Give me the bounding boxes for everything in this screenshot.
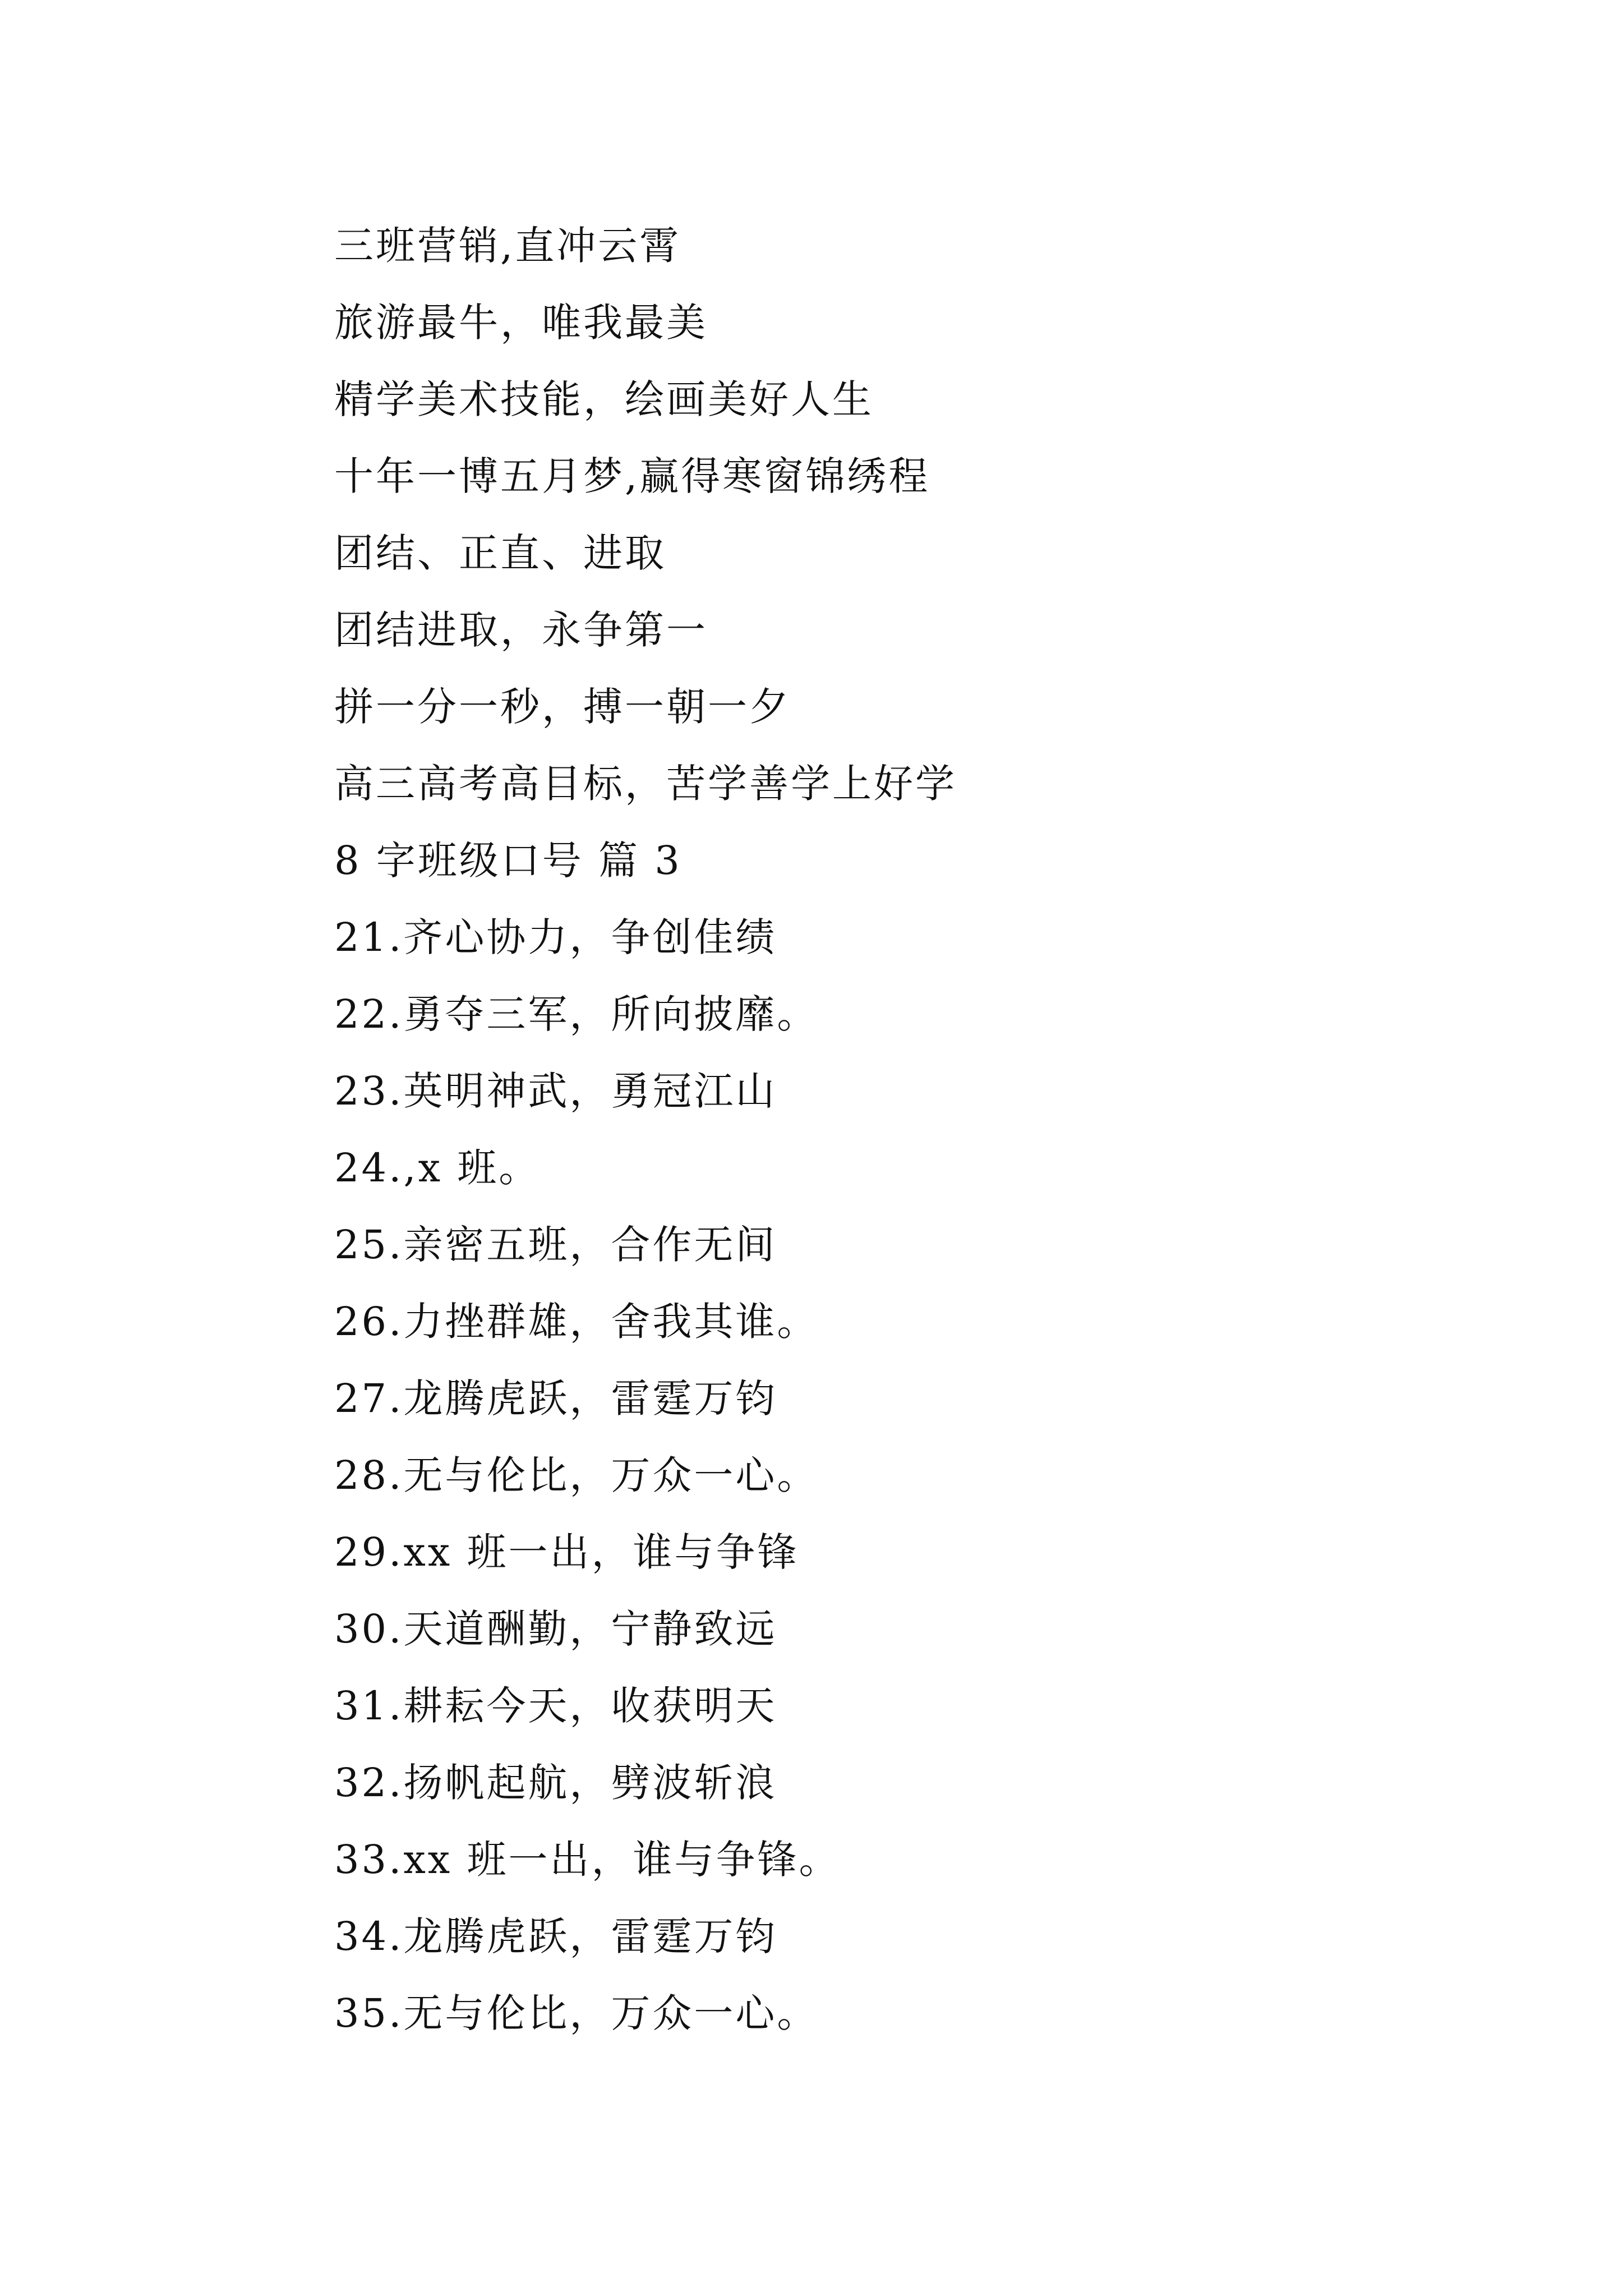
text-line: 高三高考高目标，苦学善学上好学 [334, 761, 957, 807]
text-line: 十年一博五月梦,赢得寒窗锦绣程 [334, 453, 930, 499]
text-line: 旅游最牛，唯我最美 [334, 300, 708, 346]
text-line: 29.xx 班一出，谁与争锋 [334, 1529, 799, 1575]
text-line: 团结、正直、进取 [334, 530, 666, 576]
text-line: 32.扬帆起航，劈波斩浪 [334, 1760, 777, 1806]
text-line: 28.无与伦比，万众一心。 [334, 1452, 819, 1498]
text-line: 拼一分一秒，搏一朝一夕 [334, 684, 791, 730]
text-line: 22.勇夺三军，所向披靡。 [334, 991, 819, 1037]
slogan-list [334, 208, 1512, 2052]
section-heading: 8 字班级口号 篇 3 [334, 838, 682, 884]
text-line: 25.亲密五班，合作无间 [334, 1222, 777, 1268]
text-line: 27.龙腾虎跃，雷霆万钧 [334, 1375, 777, 1421]
text-line: 35.无与伦比，万众一心。 [334, 1990, 819, 2036]
text-line: 24.,x 班。 [334, 1145, 541, 1191]
text-line: 33.xx 班一出，谁与争锋。 [334, 1837, 841, 1883]
text-line: 21.齐心协力，争创佳绩 [334, 914, 777, 960]
text-line: 26.力挫群雄，舍我其谁。 [334, 1299, 819, 1345]
text-line: 34.龙腾虎跃，雷霆万钧 [334, 1913, 777, 1959]
text-line: 30.天道酬勤，宁静致远 [334, 1606, 777, 1652]
text-line: 团结进取，永争第一 [334, 607, 708, 653]
text-line: 三班营销,直冲云霄 [334, 223, 681, 269]
text-line: 精学美术技能，绘画美好人生 [334, 376, 874, 422]
text-line: 31.耕耘今天，收获明天 [334, 1683, 777, 1729]
text-line: 23.英明神武，勇冠江山 [334, 1068, 777, 1114]
